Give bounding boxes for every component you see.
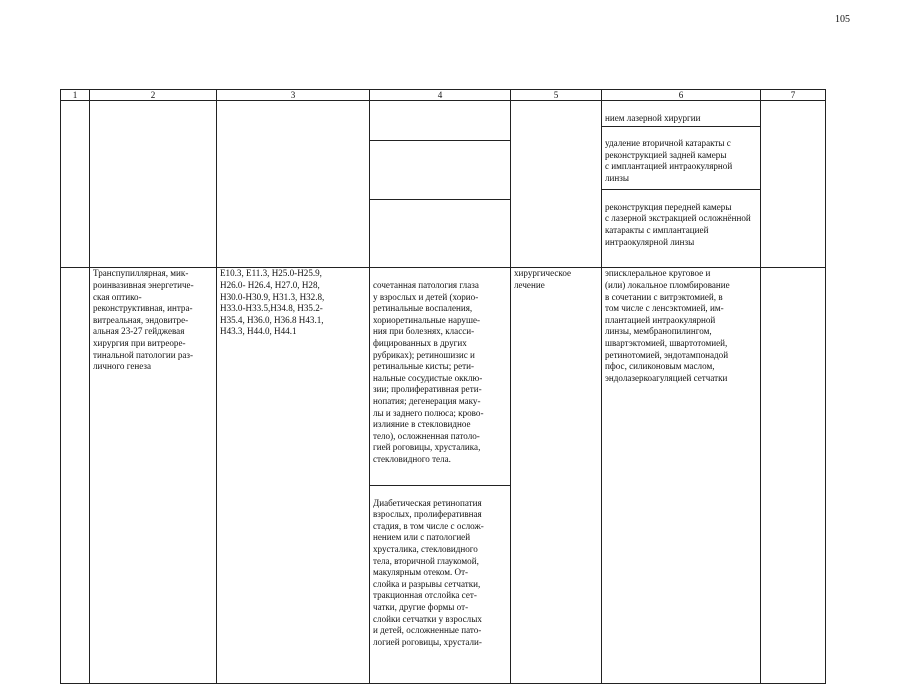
- cont-cell-4: [370, 101, 511, 268]
- procedure-name-cell: Транспупиллярная, мик- роинвазивная энергетиче- ская оптико- реконструктивная, интра- витреальная, эндовитре- альная 23-27 гейджевая хирургия при витреоре- тинальной патологии раз- личного генеза: [90, 268, 217, 684]
- cont-cell-4-part-1: [370, 113, 510, 141]
- diagnosis-part-2: Диабетическая ретинопатия взрослых, пролиферативная стадия, в том числе с ослож- нением или с патологией хрусталика, стекловидного тела, вторичной глаукомой, макулярным отеком. От- слойка и разрывы сетчатки, тракционная отслойка сет- чатки, другие формы от- слойки сетчатки у взрослых и детей, осложненные пато- логией роговицы, хрустали-: [373, 497, 484, 647]
- table-row-main: [61, 268, 826, 684]
- column-header-5: 5: [511, 90, 602, 101]
- main-cell-7: [761, 268, 826, 684]
- treatment-continuation-1: нием лазерной хирургии: [602, 113, 760, 127]
- cont-cell-2: [90, 101, 217, 268]
- table-header-row: [61, 90, 826, 101]
- cont-cell-7: [761, 101, 826, 268]
- cont-cell-1: [61, 101, 90, 268]
- column-header-4: 4: [370, 90, 511, 101]
- column-header-1: 1: [61, 90, 90, 101]
- page-number: 105: [835, 14, 850, 25]
- treatment-type-cell: хирургическое лечение: [511, 268, 602, 684]
- icd-codes-cell: E10.3, E11.3, H25.0-H25.9, H26.0- H26.4, H27.0, H28, H30.0-H30.9, H31.3, H32.8, H33.0-H33.5,H34.8, H35.2- H35.4, H36.0, H36.8 H43.1, H43.3, H44.0, H44.1: [217, 268, 370, 684]
- cont-cell-5: [511, 101, 602, 268]
- main-cell-1: [61, 268, 90, 684]
- cont-cell-4-part-3: [370, 212, 510, 256]
- diagnosis-cell: [370, 268, 511, 684]
- diagnosis-part-1: сочетанная патология глаза у взрослых и детей (хорио- ретинальные воспаления, хориоретинальные наруше- ния при болезнях, класси- фицированных в других рубриках); ретиношизис и ретинальные кисты; рети- нальные сосудистые окклю- зии; пролиферативная рети- нопатия; дегенерация маку- лы и заднего полюса; крово- излияние в стекловидное тело), осложненная патоло- гией роговицы, хрусталика, стекловидного тела.: [370, 280, 510, 486]
- cont-cell-3: [217, 101, 370, 268]
- column-header-2: 2: [90, 90, 217, 101]
- column-header-7: 7: [761, 90, 826, 101]
- table-row-continuation: [61, 101, 826, 268]
- treatment-continuation-3: реконструкция передней камеры с лазерной экстракцией осложнённой катаракты с имплантацией интраокулярной линзы: [605, 201, 751, 247]
- cont-cell-4-part-2: [370, 152, 510, 200]
- column-header-6: 6: [602, 90, 761, 101]
- treatment-continuation-2: удаление вторичной катаракты с реконструкцией задней камеры с имплантацией интраокулярной линзы: [602, 138, 760, 190]
- cont-cell-6: [602, 101, 761, 268]
- column-header-3: 3: [217, 90, 370, 101]
- procedures-table: [60, 89, 826, 684]
- treatment-method-cell: эписклеральное круговое и (или) локальное пломбирование в сочетании с витрэктомией, в том числе с ленсэктомией, им- плантацией интраокулярной линзы, мембранопилингом, швартэктомией, швартотомией, ретинотомией, эндотампонадой пфос, силиконовым маслом, эндолазеркоагуляцией сетчатки: [602, 268, 761, 684]
